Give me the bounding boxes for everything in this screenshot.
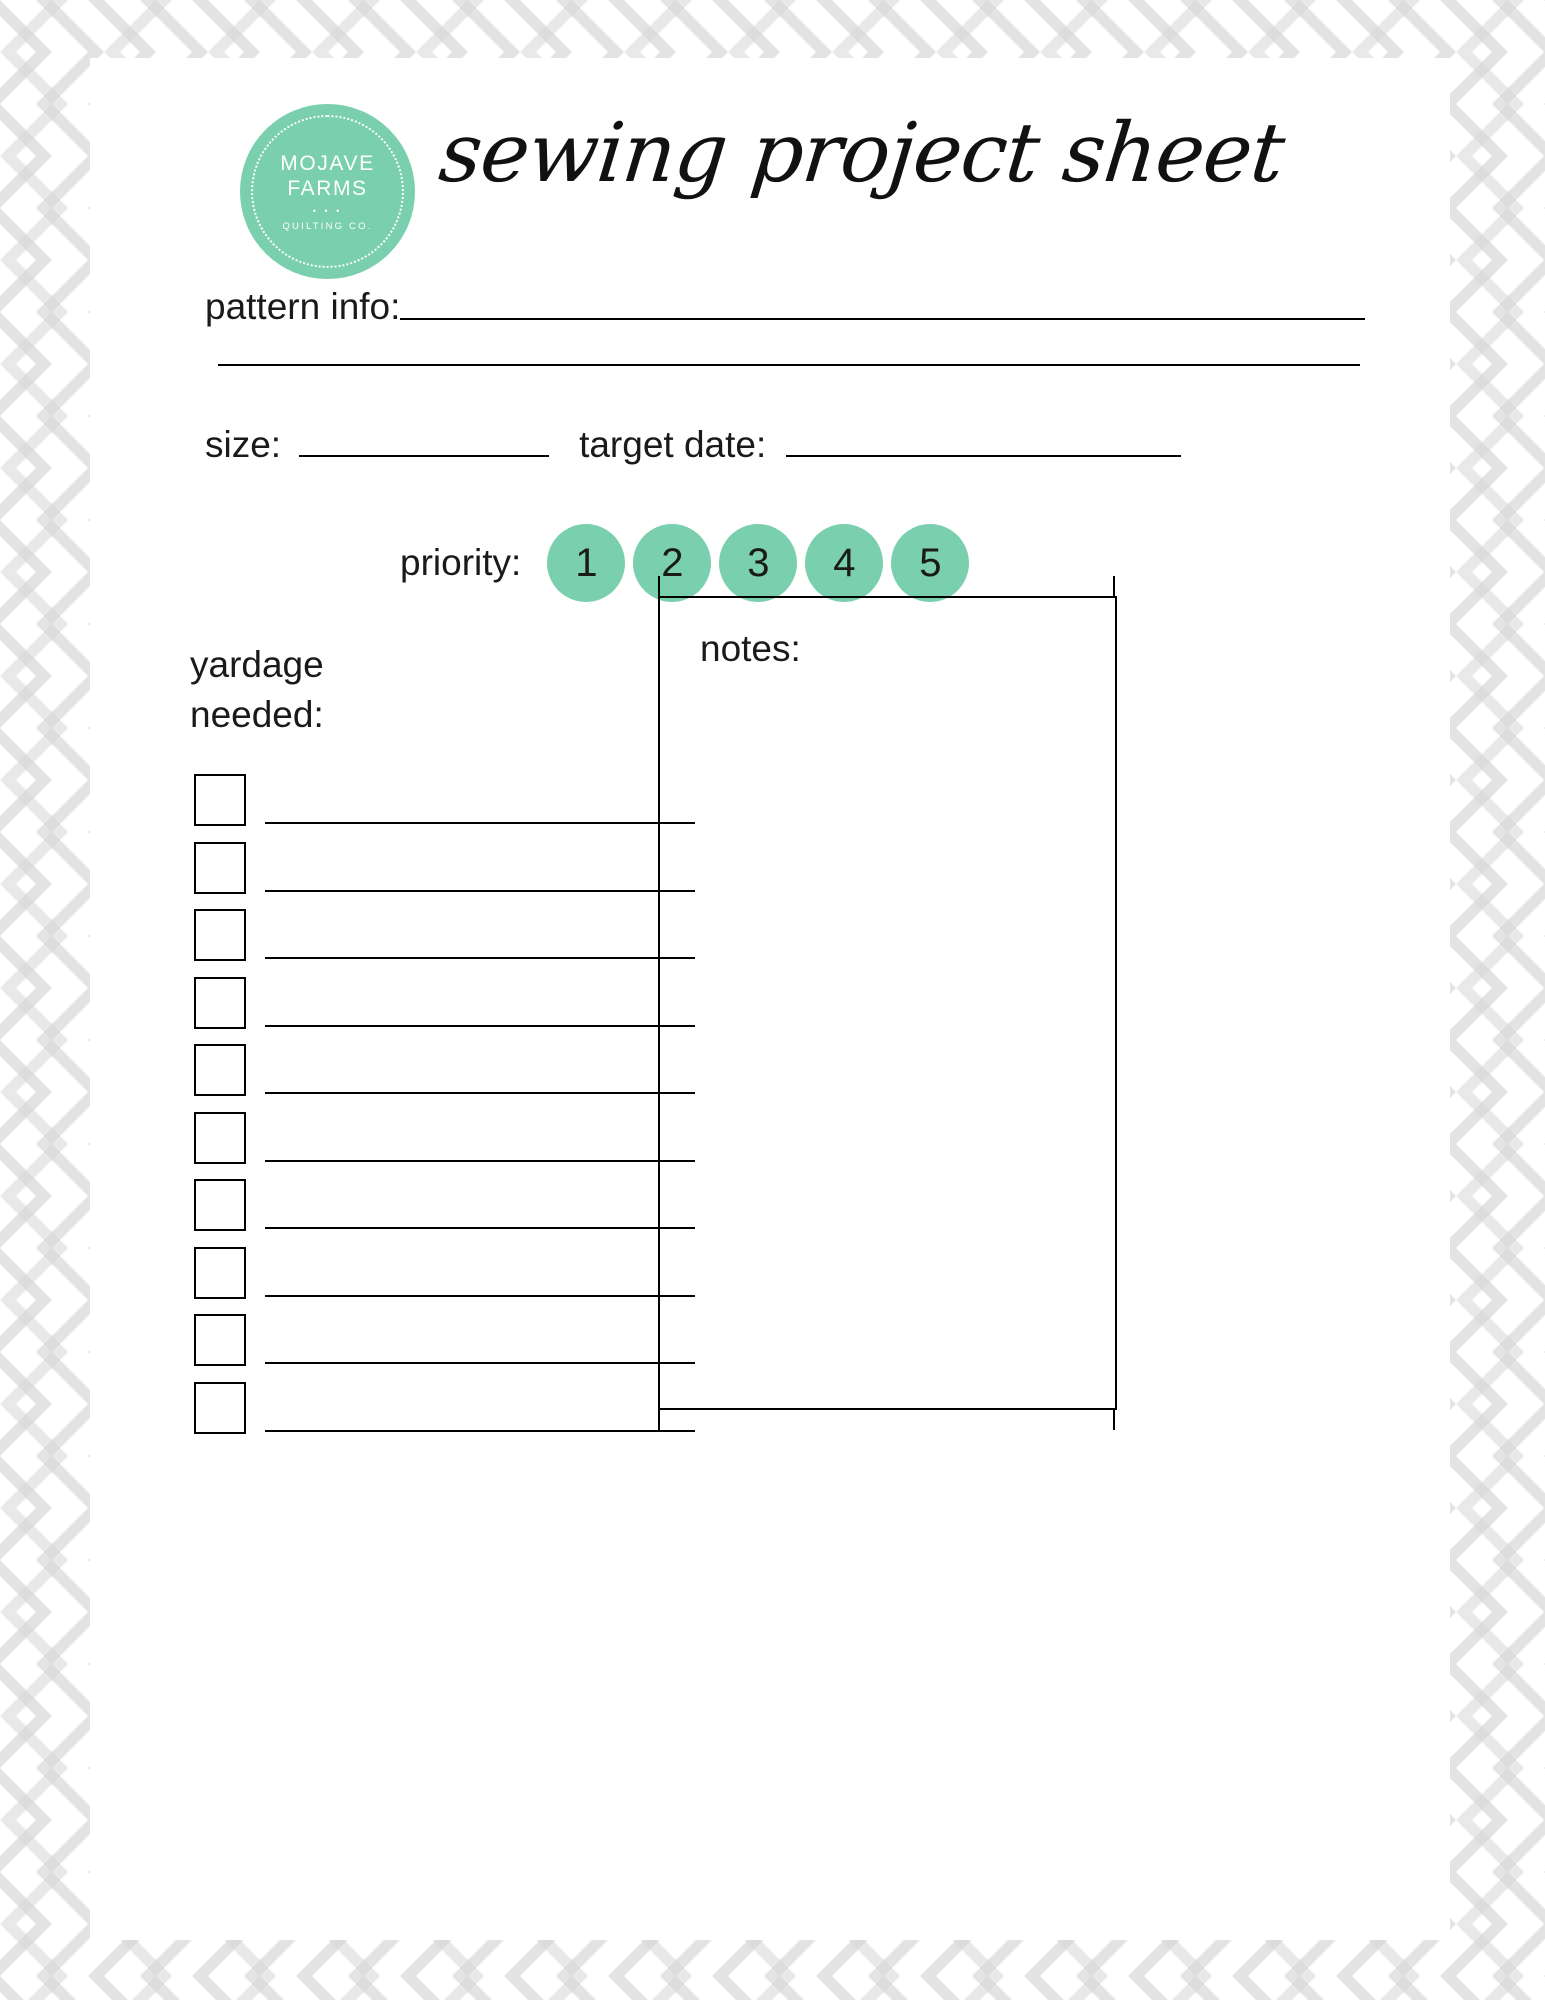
yardage-checkbox-2[interactable]	[194, 842, 246, 894]
target-date-label: target date:	[579, 424, 767, 465]
notes-box[interactable]	[658, 596, 1117, 1410]
priority-option-5[interactable]: 5	[891, 524, 969, 602]
priority-option-3[interactable]: 3	[719, 524, 797, 602]
priority-option-4[interactable]: 4	[805, 524, 883, 602]
pattern-info-input-line-2[interactable]	[218, 364, 1360, 366]
logo-dots: • • •	[312, 206, 343, 216]
yardage-checkbox-4[interactable]	[194, 977, 246, 1029]
size-label: size:	[205, 424, 282, 465]
yardage-checkbox-9[interactable]	[194, 1314, 246, 1366]
notes-corner-tick-bottom-left	[658, 1410, 660, 1430]
sheet-header	[150, 84, 1400, 274]
page-title: sewing project sheet	[435, 106, 1289, 201]
yardage-input-line-6[interactable]	[265, 1160, 695, 1162]
brand-logo	[240, 104, 415, 279]
logo-name	[280, 151, 374, 201]
yardage-input-line-1[interactable]	[265, 822, 695, 824]
notes-label: notes:	[700, 628, 801, 669]
yardage-input-line-8[interactable]	[265, 1295, 695, 1297]
size-input-line[interactable]	[299, 455, 549, 457]
sheet-surface	[90, 58, 1450, 1940]
priority-option-2[interactable]: 2	[633, 524, 711, 602]
logo-subtitle: QUILTING CO.	[282, 221, 373, 232]
notes-corner-tick-bottom-right	[1113, 1410, 1115, 1430]
yardage-checkbox-8[interactable]	[194, 1247, 246, 1299]
target-date-input-line[interactable]	[786, 455, 1181, 457]
yardage-checkbox-10[interactable]	[194, 1382, 246, 1434]
yardage-checkbox-5[interactable]	[194, 1044, 246, 1096]
yardage-input-line-5[interactable]	[265, 1092, 695, 1094]
pattern-info-row-2	[218, 364, 1360, 366]
yardage-checkbox-1[interactable]	[194, 774, 246, 826]
pattern-info-input-line-1[interactable]	[400, 318, 1365, 320]
logo-name-line1: MOJAVE	[280, 152, 375, 175]
yardage-input-line-3[interactable]	[265, 957, 695, 959]
yardage-input-line-10[interactable]	[265, 1430, 695, 1432]
logo-name-line2: FARMS	[287, 177, 368, 200]
yardage-checkbox-6[interactable]	[194, 1112, 246, 1164]
yardage-checkbox-3[interactable]	[194, 909, 246, 961]
pattern-info-label: pattern info:	[205, 286, 401, 327]
notes-corner-tick-top-left	[658, 576, 660, 596]
pattern-info-row	[205, 286, 1365, 328]
yardage-input-line-4[interactable]	[265, 1025, 695, 1027]
yardage-input-line-9[interactable]	[265, 1362, 695, 1364]
priority-selector	[400, 524, 977, 602]
priority-option-1[interactable]: 1	[547, 524, 625, 602]
yardage-input-line-2[interactable]	[265, 890, 695, 892]
yardage-label-line2: needed:	[190, 694, 324, 735]
notes-corner-tick-top-right	[1113, 576, 1115, 596]
yardage-checkbox-7[interactable]	[194, 1179, 246, 1231]
size-and-date-row	[205, 424, 1365, 466]
priority-label: priority:	[400, 542, 522, 583]
yardage-label-line1: yardage	[190, 644, 324, 685]
yardage-input-line-7[interactable]	[265, 1227, 695, 1229]
